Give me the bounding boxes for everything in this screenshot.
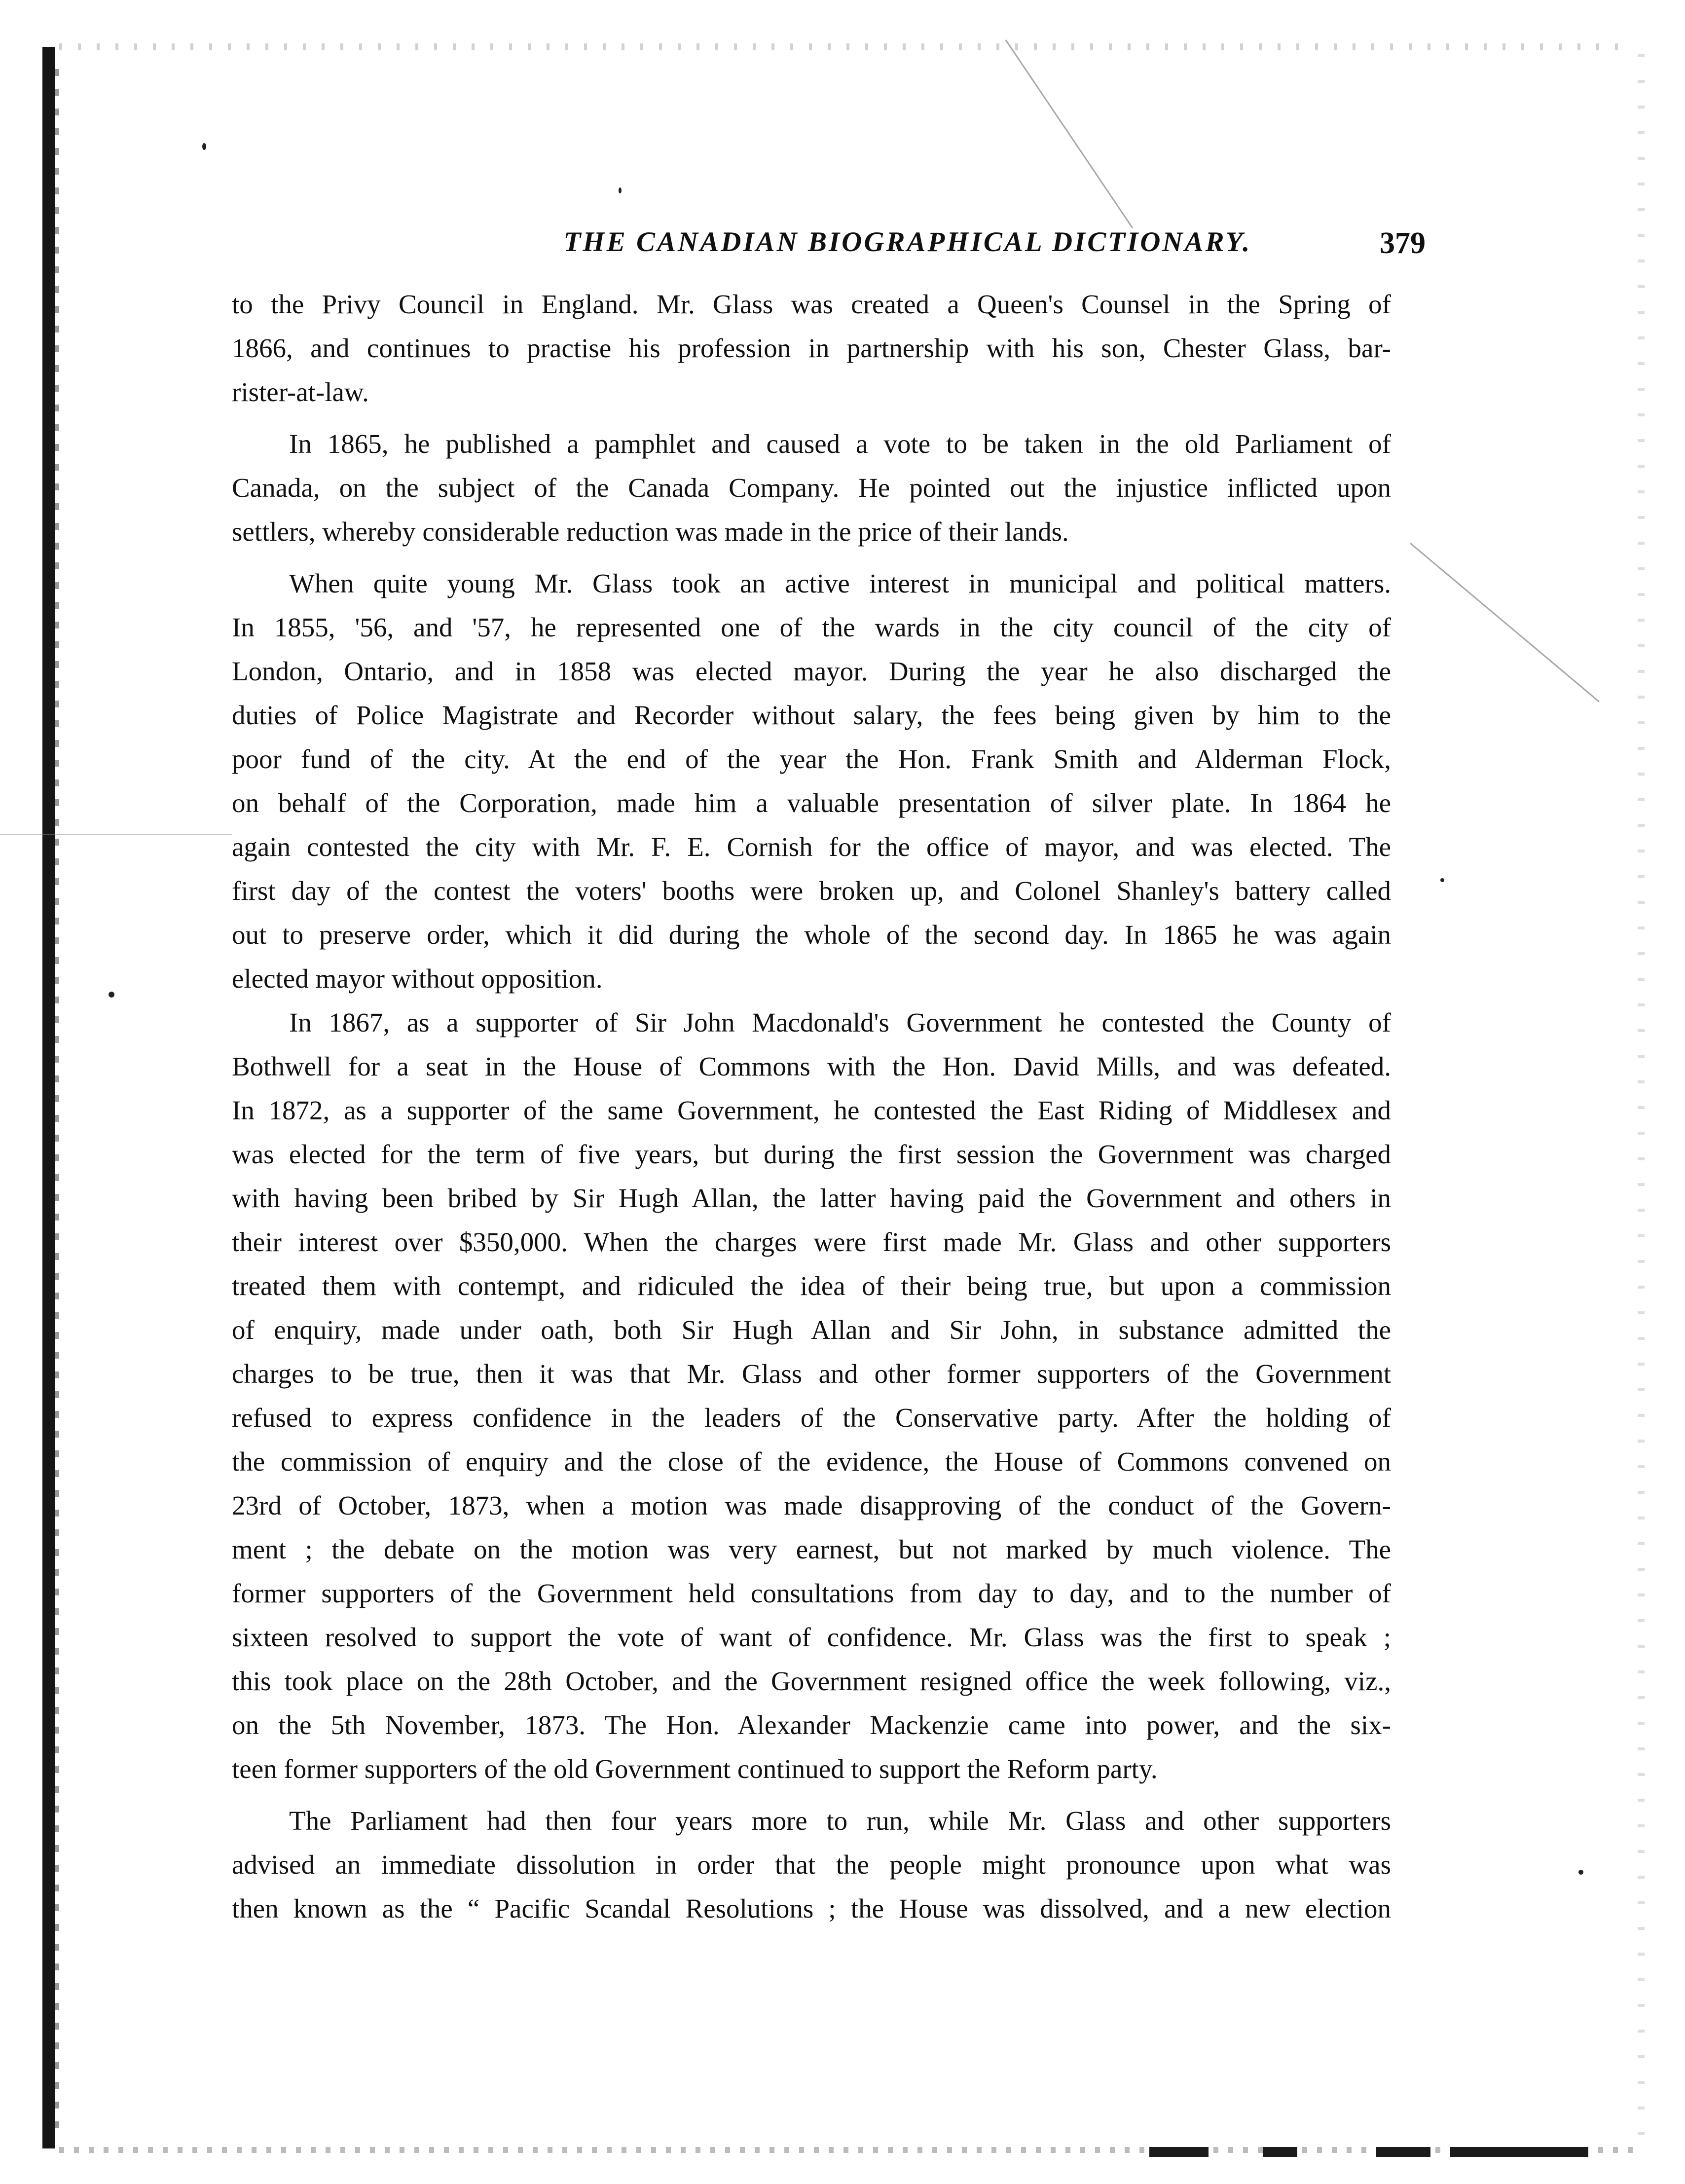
text-line: In 1867, as a supporter of Sir John Macdonald's Government he contested the County of bbox=[289, 1007, 1391, 1037]
ink-speck bbox=[619, 187, 622, 193]
text-line: 23rd of October, 1873, when a motion was made disapproving of the conduct of the Govern- bbox=[232, 1490, 1391, 1520]
text-line: Bothwell for a seat in the House of Commons with the Hon. David Mills, and was defeated. bbox=[232, 1051, 1391, 1081]
binding-edge-speckle bbox=[55, 69, 59, 2131]
text-line: Canada, on the subject of the Canada Company. He pointed out the injustice inflicted upon bbox=[232, 473, 1391, 503]
text-line: again contested the city with Mr. F. E. Cornish for the office of mayor, and was elected. The bbox=[232, 832, 1391, 862]
text-line: sixteen resolved to support the vote of want of confidence. Mr. Glass was the first to speak ; bbox=[232, 1622, 1391, 1652]
text-line: on the 5th November, 1873. The Hon. Alexander Mackenzie came into power, and the six- bbox=[232, 1710, 1391, 1740]
text-line: 1866, and continues to practise his profession in partnership with his son, Chester Glass, bar- bbox=[232, 333, 1391, 363]
margin-pencil-line bbox=[0, 834, 232, 835]
binding-spine-shadow bbox=[42, 47, 55, 2148]
text-line: on behalf of the Corporation, made him a valuable presentation of silver plate. In 1864 he bbox=[232, 788, 1391, 818]
text-line: the commission of enquiry and the close of the evidence, the House of Commons convened on bbox=[232, 1446, 1391, 1477]
text-line: out to preserve order, which it did during the whole of the second day. In 1865 he was again bbox=[232, 920, 1391, 950]
text-line: was elected for the term of five years, but during the first session the Government was charged bbox=[232, 1139, 1391, 1169]
text-line: advised an immediate dissolution in order that the people might pronounce upon what was bbox=[232, 1850, 1391, 1880]
body-text bbox=[232, 282, 1391, 1930]
text-line: ment ; the debate on the motion was very earnest, but not marked by much violence. The bbox=[232, 1534, 1391, 1564]
text-line: In 1855, '56, and '57, he represented one of the wards in the city council of the city of bbox=[232, 612, 1391, 642]
text-line: first day of the contest the voters' booths were broken up, and Colonel Shanley's battery called bbox=[232, 876, 1391, 906]
scan-stroke-right bbox=[1410, 543, 1600, 703]
text-line: In 1872, as a supporter of the same Government, he contested the East Riding of Middlesex and bbox=[232, 1095, 1391, 1125]
text-line: poor fund of the city. At the end of the year the Hon. Frank Smith and Alderman Flock, bbox=[232, 744, 1391, 774]
text-line: settlers, whereby considerable reduction was made in the price of their lands. bbox=[232, 517, 1069, 547]
text-line: duties of Police Magistrate and Recorder without salary, the fees being given by him to the bbox=[232, 700, 1391, 730]
page-number: 379 bbox=[1380, 226, 1426, 260]
text-line: In 1865, he published a pamphlet and caused a vote to be taken in the old Parliament of bbox=[289, 429, 1391, 459]
ink-speck bbox=[1578, 1870, 1583, 1875]
top-edge-noise bbox=[59, 43, 1628, 50]
text-line: rister-at-law. bbox=[232, 377, 369, 407]
text-line: When quite young Mr. Glass took an active interest in municipal and political matters. bbox=[289, 568, 1391, 598]
ink-speck bbox=[202, 143, 206, 150]
text-line: with having been bribed by Sir Hugh Allan, the latter having paid the Government and others in bbox=[232, 1183, 1391, 1213]
text-line: former supporters of the Government held consultations from day to day, and to the number of bbox=[232, 1578, 1391, 1608]
text-line: teen former supporters of the old Government continued to support the Reform party. bbox=[232, 1754, 1158, 1784]
running-head: THE CANADIAN BIOGRAPHICAL DICTIONARY. bbox=[563, 226, 1252, 258]
text-line: London, Ontario, and in 1858 was elected mayor. During the year he also discharged the bbox=[232, 656, 1391, 686]
ink-speck bbox=[109, 992, 114, 998]
text-line: then known as the “ Pacific Scandal Resolutions ; the House was dissolved, and a new election bbox=[232, 1893, 1391, 1924]
text-line: of enquiry, made under oath, both Sir Hugh Allan and Sir John, in substance admitted the bbox=[232, 1315, 1391, 1345]
text-line: refused to express confidence in the leaders of the Conservative party. After the holding of bbox=[232, 1403, 1391, 1433]
scan-stroke-top bbox=[1005, 39, 1134, 228]
bottom-scan-mark bbox=[1376, 2147, 1430, 2157]
right-edge-noise bbox=[1638, 54, 1645, 2156]
bottom-scan-mark bbox=[1263, 2147, 1297, 2157]
bottom-scan-mark bbox=[1149, 2147, 1209, 2157]
bottom-scan-mark bbox=[1450, 2147, 1588, 2157]
text-line: their interest over $350,000. When the charges were first made Mr. Glass and other supporters bbox=[232, 1227, 1391, 1257]
text-line: this took place on the 28th October, and the Government resigned office the week following, viz., bbox=[232, 1666, 1391, 1696]
ink-speck bbox=[1440, 878, 1444, 882]
text-line: to the Privy Council in England. Mr. Glass was created a Queen's Counsel in the Spring of bbox=[232, 289, 1391, 319]
text-line: The Parliament had then four years more to run, while Mr. Glass and other supporters bbox=[289, 1806, 1391, 1836]
text-line: treated them with contempt, and ridiculed the idea of their being true, but upon a commission bbox=[232, 1271, 1391, 1301]
text-line: elected mayor without opposition. bbox=[232, 963, 603, 994]
text-line: charges to be true, then it was that Mr. Glass and other former supporters of the Government bbox=[232, 1359, 1391, 1389]
